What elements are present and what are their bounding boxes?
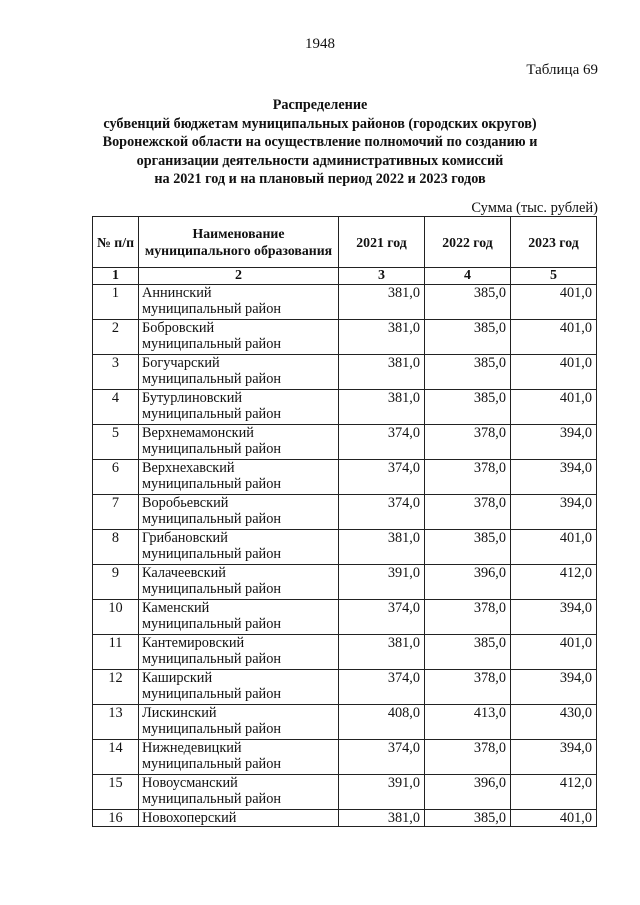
amount-2021: 391,0 <box>339 565 425 600</box>
amount-2022: 385,0 <box>425 530 511 565</box>
municipality-name-line1: Грибановский <box>142 530 228 546</box>
municipality-name <box>139 460 339 495</box>
amount-2022: 385,0 <box>425 810 511 827</box>
amount-2021: 381,0 <box>339 285 425 320</box>
amount-2022: 385,0 <box>425 355 511 390</box>
amount-2022: 385,0 <box>425 285 511 320</box>
amount-2022: 413,0 <box>425 705 511 740</box>
municipality-name-line2: муниципальный район <box>142 721 282 737</box>
table-row <box>93 390 597 425</box>
municipality-name-line1: Бобровский <box>142 320 215 336</box>
table-label: Таблица 69 <box>526 62 598 78</box>
table-row <box>93 285 597 320</box>
table-body <box>93 268 597 827</box>
municipality-name <box>139 355 339 390</box>
amount-2021: 381,0 <box>339 390 425 425</box>
municipality-name <box>139 390 339 425</box>
header-2021: 2021 год <box>339 217 425 268</box>
row-number: 6 <box>93 460 139 495</box>
amount-2021: 381,0 <box>339 320 425 355</box>
table-row <box>93 600 597 635</box>
column-number: 2 <box>139 268 339 285</box>
table-row <box>93 425 597 460</box>
table-row <box>93 810 597 827</box>
municipality-name-line1: Верхнемамонский <box>142 425 254 441</box>
amount-2022: 378,0 <box>425 670 511 705</box>
municipality-name-line1: Кантемировский <box>142 635 245 651</box>
page-number: 1948 <box>305 36 335 52</box>
table-row <box>93 670 597 705</box>
row-number: 12 <box>93 670 139 705</box>
column-number: 4 <box>425 268 511 285</box>
amount-2022: 396,0 <box>425 565 511 600</box>
municipality-name <box>139 495 339 530</box>
municipality-name-line1: Верхнехавский <box>142 460 235 476</box>
amount-2023: 412,0 <box>511 775 597 810</box>
row-number: 4 <box>93 390 139 425</box>
municipality-name-line1: Воробьевский <box>142 495 229 511</box>
municipality-name <box>139 530 339 565</box>
units-label: Сумма (тыс. рублей) <box>471 200 598 216</box>
document-title <box>60 96 580 189</box>
table-row <box>93 355 597 390</box>
title-line: Воронежской области на осуществление полномочий по созданию и <box>102 134 538 151</box>
column-number: 3 <box>339 268 425 285</box>
amount-2022: 378,0 <box>425 495 511 530</box>
municipality-name-line1: Новоусманский <box>142 775 238 791</box>
municipality-name-line2: муниципальный район <box>142 651 282 667</box>
amount-2021: 381,0 <box>339 530 425 565</box>
amount-2022: 385,0 <box>425 390 511 425</box>
amount-2023: 401,0 <box>511 355 597 390</box>
row-number: 3 <box>93 355 139 390</box>
municipality-name-line1: Новохоперский <box>142 810 237 826</box>
municipality-name <box>139 810 339 827</box>
title-line: организации деятельности административных комиссий <box>136 152 504 169</box>
municipality-name <box>139 705 339 740</box>
municipality-name-line2: муниципальный район <box>142 686 282 702</box>
municipality-name-line1: Калачеевский <box>142 565 226 581</box>
amount-2022: 396,0 <box>425 775 511 810</box>
row-number: 9 <box>93 565 139 600</box>
header-2022: 2022 год <box>425 217 511 268</box>
row-number: 5 <box>93 425 139 460</box>
municipality-name <box>139 600 339 635</box>
municipality-name-line2: муниципальный район <box>142 616 282 632</box>
municipality-name <box>139 635 339 670</box>
municipality-name <box>139 285 339 320</box>
row-number: 11 <box>93 635 139 670</box>
municipality-name <box>139 320 339 355</box>
municipality-name-line2: муниципальный район <box>142 756 282 772</box>
table-header-row <box>93 217 597 268</box>
table-row <box>93 320 597 355</box>
amount-2022: 378,0 <box>425 600 511 635</box>
amount-2021: 381,0 <box>339 810 425 827</box>
amount-2023: 401,0 <box>511 320 597 355</box>
header-num: № п/п <box>93 217 139 268</box>
amount-2022: 385,0 <box>425 320 511 355</box>
amount-2023: 430,0 <box>511 705 597 740</box>
amount-2023: 401,0 <box>511 530 597 565</box>
title-line: Распределение <box>272 97 368 113</box>
amount-2022: 385,0 <box>425 635 511 670</box>
row-number: 8 <box>93 530 139 565</box>
amount-2023: 394,0 <box>511 740 597 775</box>
amount-2023: 401,0 <box>511 285 597 320</box>
amount-2023: 412,0 <box>511 565 597 600</box>
municipality-name-line2: муниципальный район <box>142 406 282 422</box>
table-row <box>93 495 597 530</box>
column-number: 1 <box>93 268 139 285</box>
row-number: 16 <box>93 810 139 827</box>
municipality-name-line2: муниципальный район <box>142 546 282 562</box>
municipality-name-line1: Каменский <box>142 600 210 616</box>
amount-2023: 394,0 <box>511 600 597 635</box>
amount-2023: 394,0 <box>511 425 597 460</box>
municipality-name-line2: муниципальный район <box>142 791 282 807</box>
amount-2022: 378,0 <box>425 740 511 775</box>
row-number: 14 <box>93 740 139 775</box>
amount-2023: 401,0 <box>511 810 597 827</box>
amount-2022: 378,0 <box>425 425 511 460</box>
table-row <box>93 740 597 775</box>
title-line: на 2021 год и на плановый период 2022 и 2023 годов <box>154 171 486 188</box>
amount-2021: 374,0 <box>339 670 425 705</box>
municipality-name-line1: Лискинский <box>142 705 217 721</box>
row-number: 2 <box>93 320 139 355</box>
column-number-row <box>93 268 597 285</box>
header-2023: 2023 год <box>511 217 597 268</box>
amount-2021: 381,0 <box>339 355 425 390</box>
table-row <box>93 530 597 565</box>
municipality-name-line2: муниципальный район <box>142 581 282 597</box>
municipality-name <box>139 775 339 810</box>
row-number: 1 <box>93 285 139 320</box>
distribution-table <box>92 216 597 827</box>
amount-2021: 374,0 <box>339 460 425 495</box>
amount-2021: 374,0 <box>339 495 425 530</box>
municipality-name-line2: муниципальный район <box>142 301 282 317</box>
amount-2023: 394,0 <box>511 460 597 495</box>
header-name: Наименование муниципального образования <box>139 217 339 268</box>
table-row <box>93 775 597 810</box>
amount-2021: 374,0 <box>339 425 425 460</box>
amount-2023: 394,0 <box>511 495 597 530</box>
municipality-name-line2: муниципальный район <box>142 511 282 527</box>
municipality-name <box>139 740 339 775</box>
title-line: субвенций бюджетам муниципальных районов (городских округов) <box>103 115 537 132</box>
amount-2021: 374,0 <box>339 740 425 775</box>
municipality-name-line2: муниципальный район <box>142 441 282 457</box>
municipality-name-line2: муниципальный район <box>142 476 282 492</box>
table-row <box>93 705 597 740</box>
amount-2023: 401,0 <box>511 635 597 670</box>
row-number: 10 <box>93 600 139 635</box>
amount-2021: 381,0 <box>339 635 425 670</box>
row-number: 13 <box>93 705 139 740</box>
table-row <box>93 635 597 670</box>
municipality-name-line1: Бутурлиновский <box>142 390 243 406</box>
municipality-name-line2: муниципальный район <box>142 336 282 352</box>
column-number: 5 <box>511 268 597 285</box>
row-number: 15 <box>93 775 139 810</box>
amount-2021: 408,0 <box>339 705 425 740</box>
amount-2021: 391,0 <box>339 775 425 810</box>
municipality-name-line1: Аннинский <box>142 285 212 301</box>
amount-2023: 401,0 <box>511 390 597 425</box>
amount-2021: 374,0 <box>339 600 425 635</box>
municipality-name <box>139 425 339 460</box>
municipality-name-line2: муниципальный район <box>142 371 282 387</box>
table-row <box>93 460 597 495</box>
municipality-name <box>139 565 339 600</box>
municipality-name-line1: Богучарский <box>142 355 220 371</box>
municipality-name-line1: Каширский <box>142 670 213 686</box>
amount-2022: 378,0 <box>425 460 511 495</box>
table-row <box>93 565 597 600</box>
amount-2023: 394,0 <box>511 670 597 705</box>
municipality-name-line1: Нижнедевицкий <box>142 740 242 756</box>
municipality-name <box>139 670 339 705</box>
row-number: 7 <box>93 495 139 530</box>
